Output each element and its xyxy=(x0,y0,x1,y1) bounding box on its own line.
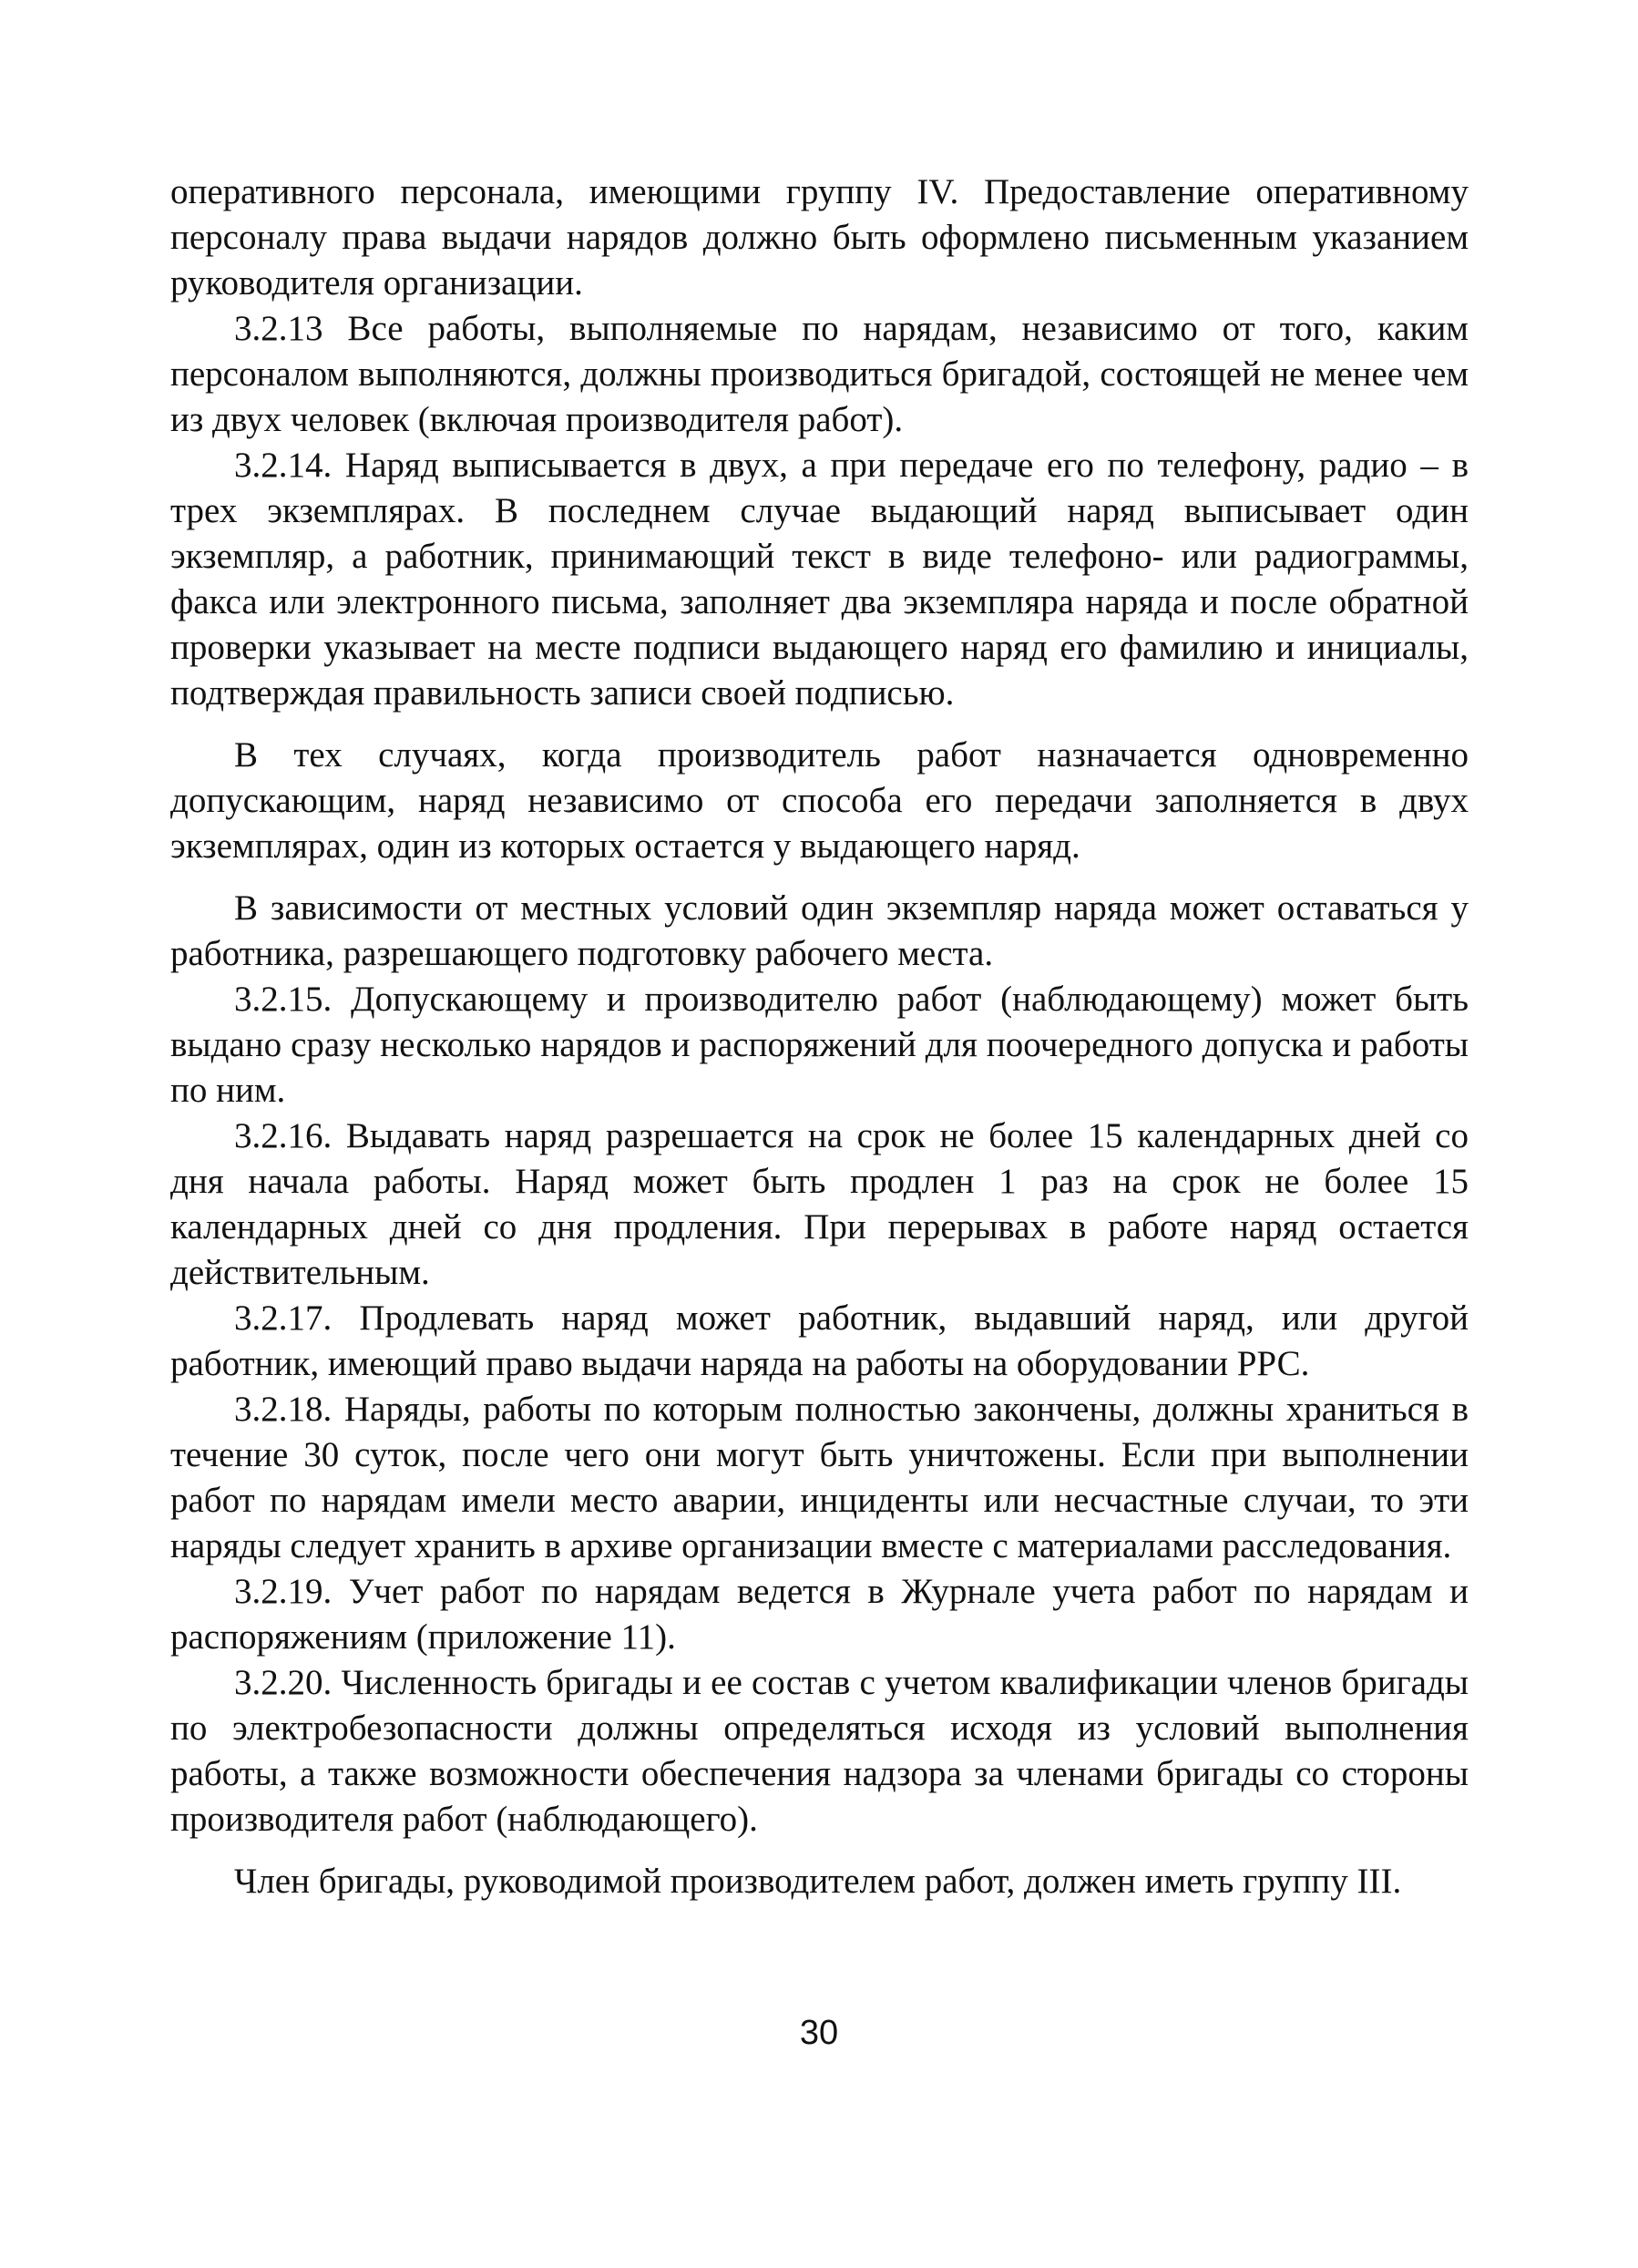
page-number: 30 xyxy=(799,2014,839,2052)
paragraph-3-2-13: 3.2.13 Все работы, выполняемые по нарядам, независимо от того, каким персоналом выполняются, должны производиться бригадой, состоящей не менее чем из двух человек (включая производителя работ). xyxy=(170,309,1469,439)
paragraph-3-2-20: 3.2.20. Численность бригады и ее состав с учетом квалификации членов бригады по электробезопасности должны определяться исходя из условий выполнения работы, а также возможности обеспечения надзора за членами бригады со стороны производителя работ (наблюдающего). xyxy=(170,1663,1469,1839)
paragraph-dual-role: В тех случаях, когда производитель работ назначается одновременно допускающим, наряд независимо от способа его передачи заполняется в двух экземплярах, один из которых остается у выдающего наряд. xyxy=(170,735,1469,866)
paragraph-3-2-15: 3.2.15. Допускающему и производителю работ (наблюдающему) может быть выдано сразу несколько нарядов и распоряжений для поочередного допуска и работы по ним. xyxy=(170,980,1469,1110)
paragraph-3-2-17: 3.2.17. Продлевать наряд может работник, выдавший наряд, или другой работник, имеющий право выдачи наряда на работы на оборудовании РРС. xyxy=(170,1298,1469,1383)
paragraph-3-2-19: 3.2.19. Учет работ по нарядам ведется в Журнале учета работ по нарядам и распоряжениям (приложение 11). xyxy=(170,1572,1469,1657)
paragraph-brigade-member: Член бригады, руководимой производителем работ, должен иметь группу III. xyxy=(234,1862,1402,1901)
paragraph-3-2-18: 3.2.18. Наряды, работы по которым полностью закончены, должны храниться в течение 30 суток, после чего они могут быть уничтожены. Если при выполнении работ по нарядам имели место аварии, инциденты или несчастные случаи, то эти наряды следует хранить в архиве организации вместе с материалами расследования. xyxy=(170,1390,1469,1565)
paragraph-3-2-14: 3.2.14. Наряд выписывается в двух, а при передаче его по телефону, радио – в трех экземплярах. В последнем случае выдающий наряд выписывает один экземпляр, а работник, принимающий текст в виде телефоно- или радиограммы, факса или электронного письма, заполняет два экземпляра наряда и после обратной проверки указывает на месте подписи выдающего наряд его фамилию и инициалы, подтверждая правильность записи своей подписью. xyxy=(170,446,1469,713)
paragraph-3-2-16: 3.2.16. Выдавать наряд разрешается на срок не более 15 календарных дней со дня начала работы. Наряд может быть продлен 1 раз на срок не более 15 календарных дней со дня продления. При перерывах в работе наряд остается действительным. xyxy=(170,1116,1469,1292)
paragraph-continuation: оперативного персонала, имеющими группу IV. Предоставление оперативному персоналу права выдачи нарядов должно быть оформлено письменным указанием руководителя организации. xyxy=(170,172,1469,303)
body-text xyxy=(170,169,1469,1904)
paragraph-local-conditions: В зависимости от местных условий один экземпляр наряда может оставаться у работника, разрешающего подготовку рабочего места. xyxy=(170,888,1469,973)
